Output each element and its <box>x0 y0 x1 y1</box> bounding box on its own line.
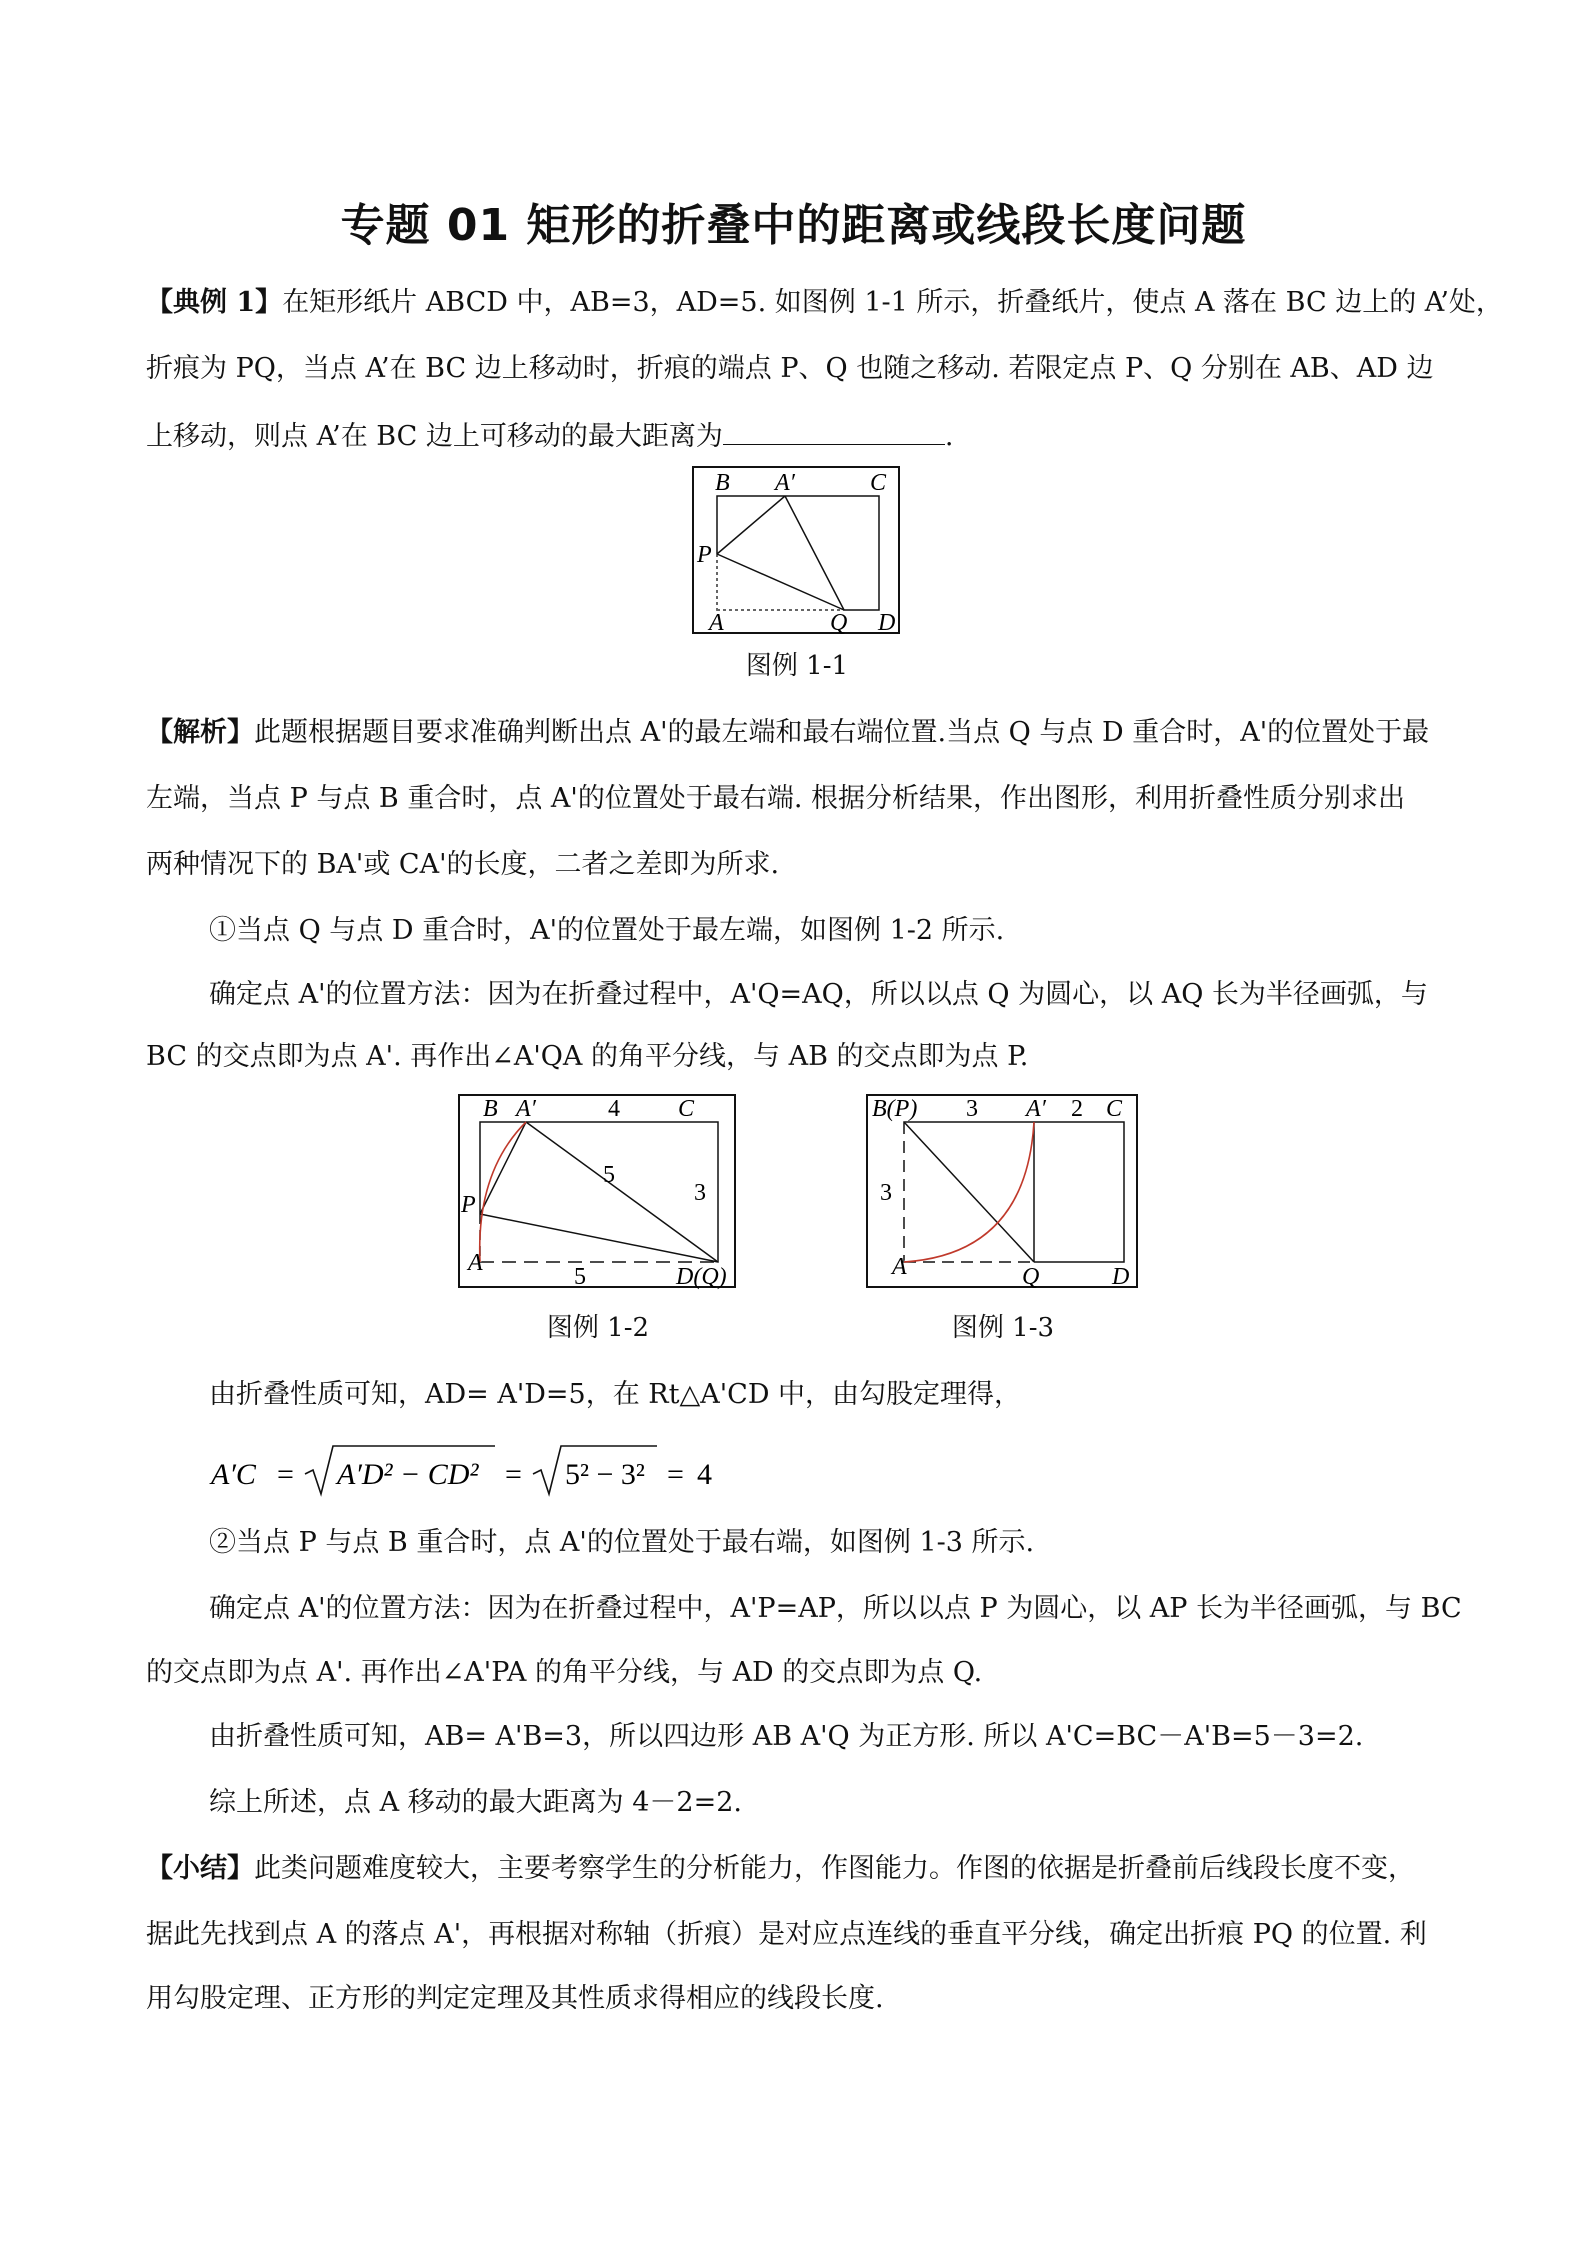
analysis-line-3: 两种情况下的 BA'或 CA'的长度，二者之差即为所求. <box>146 849 780 880</box>
summary-line-1 <box>146 1852 1446 1886</box>
label-p: P <box>697 542 712 568</box>
label-q: Q <box>830 610 848 636</box>
analysis-line-4: ①当点 Q 与点 D 重合时，A'的位置处于最左端，如图例 1-2 所示. <box>209 915 1005 946</box>
summary-text-1: 此类问题难度较大，主要考察学生的分析能力，作图能力。作图的依据是折叠前后线段长度不变， <box>254 1853 1415 1884</box>
caption-fig-1-3: 图例 1-3 <box>951 1313 1055 1343</box>
example-line-2: 折痕为 PQ，当点 A’在 BC 边上移动时，折痕的端点 P、Q 也随之移动. 若限定点 P、Q 分别在 AB、AD 边 <box>146 353 1434 384</box>
rectangle-abcd <box>717 496 879 610</box>
summary-line-3: 用勾股定理、正方形的判定定理及其性质求得相应的线段长度. <box>146 1983 884 2014</box>
label-a: A <box>709 610 724 636</box>
analysis-tag: 【解析】 <box>146 717 254 748</box>
label-c: C <box>870 470 887 496</box>
formula-eq-2: = <box>505 1458 522 1491</box>
formula-eq-1: = <box>277 1458 294 1491</box>
analysis-line-2: 左端，当点 P 与点 B 重合时，点 A'的位置处于最右端. 根据分析结果，作出图形，利用折叠性质分别求出 <box>146 783 1406 814</box>
label-5-diagonal: 5 <box>603 1162 615 1188</box>
example-period: . <box>944 421 954 452</box>
segment-pa2 <box>717 496 785 554</box>
label-a: A <box>892 1254 907 1280</box>
label-d: D <box>878 610 896 636</box>
segment-a2q <box>785 496 844 610</box>
caption-fig-1-1: 图例 1-1 <box>745 651 849 681</box>
label-q: Q <box>1022 1264 1040 1290</box>
label-3-left: 3 <box>880 1180 892 1206</box>
figure-1-2 <box>458 1094 738 1290</box>
formula-radicand-1: A′D² − CD² <box>337 1458 479 1491</box>
label-d: D <box>1112 1264 1130 1290</box>
segment-pa2 <box>480 1122 526 1214</box>
label-a-prime: A′ <box>1026 1096 1046 1122</box>
crease-pq <box>717 554 844 610</box>
label-3: 3 <box>694 1180 706 1206</box>
summary-line-2: 据此先找到点 A 的落点 A'，再根据对称轴（折痕）是对应点连线的垂直平分线，确定出折痕 PQ 的位置. 利 <box>146 1919 1427 1950</box>
analysis-line-11: 由折叠性质可知，AB= A'B=3，所以四边形 AB A'Q 为正方形. 所以 A'C=BC－A'B=5－3=2. <box>209 1721 1364 1752</box>
figure-1-3 <box>866 1094 1140 1290</box>
analysis-line-9: 确定点 A'的位置方法：因为在折叠过程中，A'P=AP，所以以点 P 为圆心，以 AP 长为半径画弧，与 BC <box>209 1593 1462 1624</box>
caption-fig-1-2: 图例 1-2 <box>546 1313 650 1343</box>
label-b-p: B(P) <box>872 1096 918 1122</box>
label-2: 2 <box>1071 1096 1083 1122</box>
label-b: B <box>483 1096 498 1122</box>
label-5-bottom: 5 <box>574 1264 586 1290</box>
frame <box>867 1095 1137 1287</box>
formula <box>209 1440 729 1504</box>
formula-lhs: A′C <box>211 1458 256 1491</box>
crease-bq <box>904 1122 1034 1262</box>
label-3-top: 3 <box>966 1096 978 1122</box>
analysis-line-7: 由折叠性质可知，AD= A'D=5，在 Rt△A'CD 中，由勾股定理得， <box>209 1379 1022 1410</box>
example-text-3: 上移动，则点 A’在 BC 边上可移动的最大距离为 <box>146 421 723 452</box>
figure-1-1 <box>692 466 902 636</box>
formula-radicand-2: 5² − 3² <box>565 1458 645 1491</box>
analysis-line-6: BC 的交点即为点 A'. 再作出∠A'QA 的角平分线，与 AB 的交点即为点 P. <box>146 1041 1029 1072</box>
label-d-q: D(Q) <box>676 1264 727 1290</box>
label-4: 4 <box>608 1096 620 1122</box>
label-c: C <box>678 1096 695 1122</box>
formula-eq-3: = <box>667 1458 684 1491</box>
analysis-line-10: 的交点即为点 A'. 再作出∠A'PA 的角平分线，与 AD 的交点即为点 Q. <box>146 1657 983 1688</box>
arc-red <box>480 1122 526 1262</box>
analysis-line-8: ②当点 P 与点 B 重合时，点 A'的位置处于最右端，如图例 1-3 所示. <box>209 1527 1035 1558</box>
crease-pd <box>480 1214 718 1262</box>
label-p: P <box>461 1192 476 1218</box>
label-a-prime: A′ <box>516 1096 536 1122</box>
formula-result: 4 <box>697 1458 712 1491</box>
example-tag: 【典例 1】 <box>146 287 283 318</box>
example-text-1: 在矩形纸片 ABCD 中，AB=3，AD=5. 如图例 1-1 所示，折叠纸片，使点 A 落在 BC 边上的 A’处， <box>282 287 1503 318</box>
label-a-prime: A′ <box>775 470 795 496</box>
segment-a2d <box>526 1122 718 1262</box>
label-b: B <box>715 470 730 496</box>
page-title: 专题 01 矩形的折叠中的距离或线段长度问题 <box>340 200 1247 251</box>
analysis-text-1: 此题根据题目要求准确判断出点 A'的最左端和最右端位置.当点 Q 与点 D 重合时，A'的位置处于最 <box>254 717 1430 748</box>
analysis-line-12: 综上所述，点 A 移动的最大距离为 4－2=2. <box>209 1787 742 1818</box>
analysis-line-5: 确定点 A'的位置方法：因为在折叠过程中，A'Q=AQ，所以以点 Q 为圆心，以 AQ 长为半径画弧，与 <box>209 979 1428 1010</box>
example-line-3 <box>146 418 1446 454</box>
analysis-line-1 <box>146 716 1446 750</box>
example-line-1 <box>146 286 1503 320</box>
summary-tag: 【小结】 <box>146 1853 254 1884</box>
label-a: A <box>468 1250 483 1276</box>
answer-blank[interactable] <box>723 418 945 445</box>
label-c: C <box>1106 1096 1123 1122</box>
